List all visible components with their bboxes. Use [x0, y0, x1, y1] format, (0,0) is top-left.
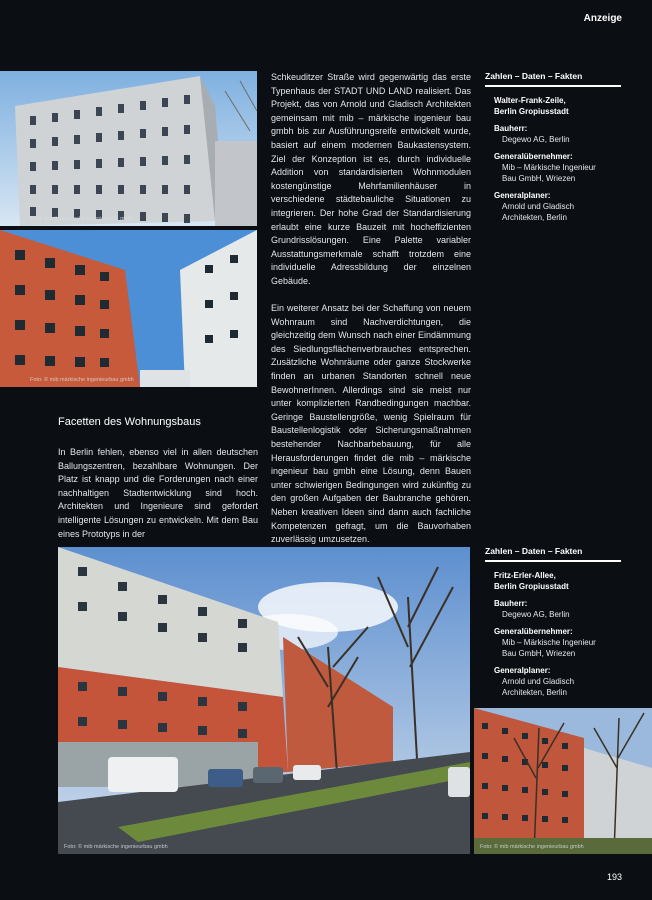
- facts-project: [494, 570, 621, 592]
- photo-red-white-blocks: [0, 230, 257, 387]
- facts-box-fritz-erler-allee: [485, 546, 621, 704]
- value-line: Arnold und Gladisch: [502, 677, 575, 686]
- value-line: Architekten, Berlin: [502, 688, 567, 697]
- photo-grey-apartment-block: [0, 71, 257, 226]
- generaluebernehmer-label: Generalübernehmer:: [494, 627, 573, 636]
- middle-column: [271, 71, 471, 560]
- photo-street-building: [58, 547, 470, 854]
- generalplaner-value: [494, 201, 621, 223]
- bauherr-label: Bauherr:: [494, 124, 528, 133]
- advertisement-label: Anzeige: [583, 13, 622, 24]
- bauherr-value: Degewo AG, Berlin: [502, 610, 570, 619]
- generaluebernehmer-label: Generalübernehmer:: [494, 152, 573, 161]
- value-line: Arnold und Gladisch: [502, 202, 575, 211]
- project-name: Fritz-Erler-Allee,: [494, 571, 556, 580]
- bauherr-value: Degewo AG, Berlin: [502, 135, 570, 144]
- photo-credit: Foto: © mib märkische ingenieurbau gmbh: [30, 377, 134, 383]
- facts-title: Zahlen – Daten – Fakten: [485, 546, 621, 562]
- facts-title: Zahlen – Daten – Fakten: [485, 71, 621, 87]
- project-name: Walter-Frank-Zeile,: [494, 96, 566, 105]
- photo-credit: Foto: © mib märkische ingenieurbau gmbh: [64, 844, 168, 850]
- left-column: [58, 446, 258, 555]
- photo-credit: Foto: © mib märkische ingenieurbau gmbh: [30, 216, 134, 222]
- paragraph: Schkeuditzer Straße wird gegenwärtig das erste Typenhaus der STADT UND LAND realisiert. Das Projekt, das von Arnold und Gladisch Architekten gemeinsam mit mib – märkische ingenieur bau gmbh bis zur Ausführungsreife entwickelt wurde, basiert auf einem modernen Baukastensystem. Ziel der Konzeption ist es, durch individuelle Addition von standardisierten Wohnmodulen kostengünstige Mehrfamilienhäuser in verschiedene städtebauliche Situationen zu integrieren. Der hohe Grad der Standardisierung erlaubt eine kurze Bauzeit mit hocheffizienten Grundrisslösungen. Eine Palette variabler Ausstattungsmerkmale schafft trotzdem eine individuelle Adressbildung der einzelnen Gebäude.: [271, 72, 471, 286]
- paragraph: In Berlin fehlen, ebenso viel in allen deutschen Ballungszentren, bezahlbare Wohnungen. Der Platz ist knapp und die Forderungen nach einer nachhaltigen Stadtentwicklung sind hoch. Architekten und Ingenieure sind gefordert intelligente Lösungen zu entwickeln. Mit dem Bau eines Prototyps in der: [58, 447, 258, 539]
- value-line: Bau GmbH, Wriezen: [502, 649, 576, 658]
- facts-project: [494, 95, 621, 117]
- section-heading: Facetten des Wohnungsbaus: [58, 416, 201, 428]
- project-location: Berlin Gropiusstadt: [494, 582, 569, 591]
- generaluebernehmer-value: [494, 162, 621, 184]
- value-line: Bau GmbH, Wriezen: [502, 174, 576, 183]
- generalplaner-label: Generalplaner:: [494, 191, 551, 200]
- photo-credit: Foto: © mib märkische ingenieurbau gmbh: [480, 844, 584, 850]
- generalplaner-label: Generalplaner:: [494, 666, 551, 675]
- bauherr-label: Bauherr:: [494, 599, 528, 608]
- value-line: Mib – Märkische Ingenieur: [502, 638, 596, 647]
- paragraph: Ein weiterer Ansatz bei der Schaffung von neuem Wohnraum sind Nachverdichtungen, die gleichzeitig dem Wunsch nach einer Eindämmung des Siedlungsflächenverbrauches entsprechen. Zusätzliche Wohnräume oder ganze Stockwerke finden an urbanen Standorten schnell neue BewohnerInnen. Allerdings sind sie meist nur unter komplizierten Randbedingungen machbar. Geringe Baustellengröße, wenig Spielraum für Baustellenlogistik oder Sicherungsmaßnahmen bestehender Nachbarbebauung, für alle Herausforderungen findet die mib – märkische ingenieur bau gmbh eine Lösung, denn Bauen unter schwierigen Bedingungen wird zukünftig zu den großen Aufgaben der Baubranche gehören. Neben kreativen Ideen sind dann auch fachliche Kompetenzen gefragt, um die Bauvorhaben zuverlässig umzusetzen.: [271, 303, 471, 545]
- generalplaner-value: [494, 676, 621, 698]
- facts-box-walter-frank-zeile: [485, 71, 621, 229]
- project-location: Berlin Gropiusstadt: [494, 107, 569, 116]
- value-line: Architekten, Berlin: [502, 213, 567, 222]
- photo-red-buildings-trees: [474, 708, 652, 854]
- generaluebernehmer-value: [494, 637, 621, 659]
- page-number: 193: [606, 872, 622, 882]
- value-line: Mib – Märkische Ingenieur: [502, 163, 596, 172]
